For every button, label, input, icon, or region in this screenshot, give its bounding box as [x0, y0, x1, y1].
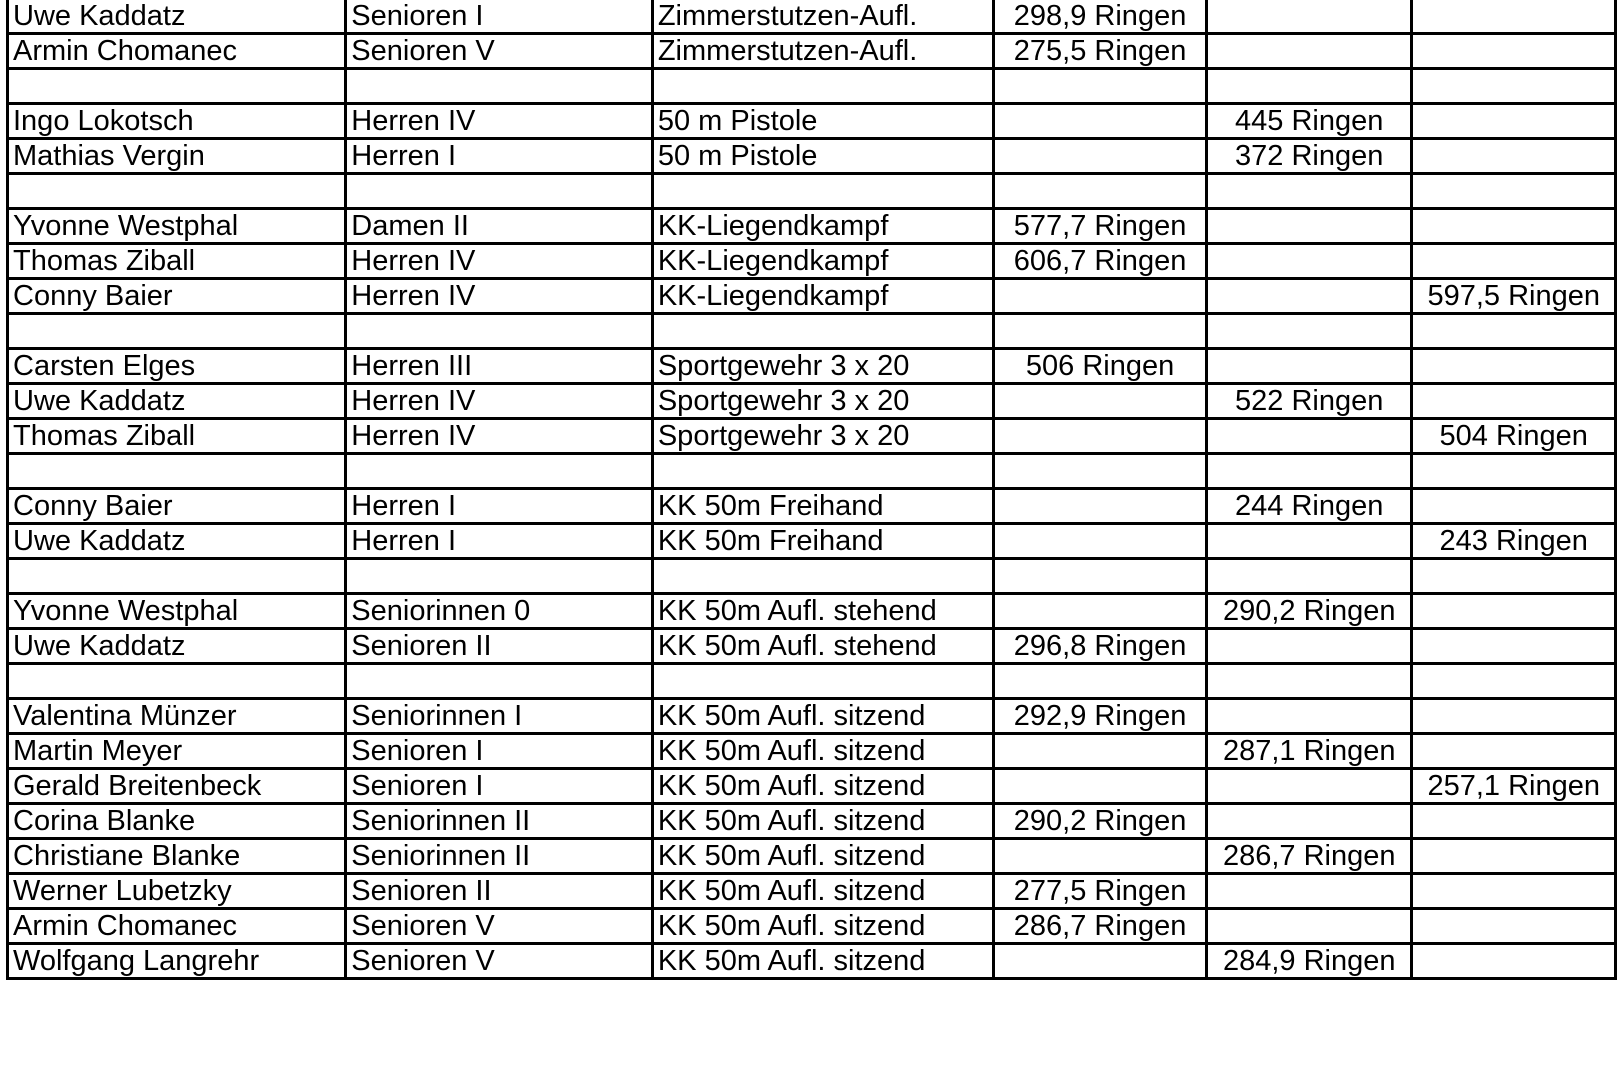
result-col-3-cell: 597,5 Ringen	[1412, 279, 1616, 314]
result-col-1-cell: 506 Ringen	[994, 349, 1207, 384]
spacer-row	[8, 664, 1616, 699]
result-col-2-cell: 445 Ringen	[1207, 104, 1412, 139]
result-col-2-cell	[1207, 699, 1412, 734]
result-col-2-cell: 244 Ringen	[1207, 489, 1412, 524]
discipline-cell: KK 50m Aufl. stehend	[652, 594, 993, 629]
table-row	[8, 874, 1616, 909]
table-row	[8, 0, 1616, 34]
result-col-3-cell	[1412, 104, 1616, 139]
age-class-cell: Damen II	[346, 209, 653, 244]
shooter-name-cell: Yvonne Westphal	[8, 209, 346, 244]
age-class-cell	[346, 69, 653, 104]
discipline-cell: KK 50m Freihand	[652, 489, 993, 524]
age-class-cell: Herren IV	[346, 244, 653, 279]
shooter-name-cell: Werner Lubetzky	[8, 874, 346, 909]
result-col-1-cell	[994, 524, 1207, 559]
discipline-cell: KK-Liegendkampf	[652, 209, 993, 244]
result-col-3-cell	[1412, 244, 1616, 279]
table-row	[8, 734, 1616, 769]
table-row	[8, 524, 1616, 559]
result-col-2-cell	[1207, 314, 1412, 349]
spacer-row	[8, 69, 1616, 104]
result-col-1-cell	[994, 174, 1207, 209]
shooter-name-cell	[8, 664, 346, 699]
result-col-1-cell	[994, 69, 1207, 104]
result-col-1-cell: 298,9 Ringen	[994, 0, 1207, 34]
age-class-cell: Herren IV	[346, 104, 653, 139]
result-col-2-cell	[1207, 454, 1412, 489]
result-col-2-cell	[1207, 909, 1412, 944]
discipline-cell: KK 50m Aufl. sitzend	[652, 699, 993, 734]
result-col-2-cell	[1207, 174, 1412, 209]
shooter-name-cell: Martin Meyer	[8, 734, 346, 769]
result-col-2-cell	[1207, 419, 1412, 454]
table-row	[8, 839, 1616, 874]
age-class-cell: Senioren II	[346, 629, 653, 664]
result-col-1-cell	[994, 664, 1207, 699]
result-col-2-cell	[1207, 349, 1412, 384]
discipline-cell: Sportgewehr 3 x 20	[652, 384, 993, 419]
age-class-cell: Herren I	[346, 524, 653, 559]
shooter-name-cell: Carsten Elges	[8, 349, 346, 384]
discipline-cell	[652, 454, 993, 489]
age-class-cell: Senioren II	[346, 874, 653, 909]
result-col-2-cell	[1207, 629, 1412, 664]
table-row	[8, 944, 1616, 979]
discipline-cell: Zimmerstutzen-Aufl.	[652, 0, 993, 34]
result-col-1-cell	[994, 384, 1207, 419]
table-row	[8, 34, 1616, 69]
table-row	[8, 769, 1616, 804]
result-col-1-cell: 292,9 Ringen	[994, 699, 1207, 734]
result-col-3-cell	[1412, 0, 1616, 34]
age-class-cell: Senioren I	[346, 734, 653, 769]
result-col-1-cell	[994, 104, 1207, 139]
result-col-1-cell	[994, 769, 1207, 804]
shooter-name-cell: Thomas Ziball	[8, 244, 346, 279]
age-class-cell: Senioren V	[346, 944, 653, 979]
result-col-1-cell: 296,8 Ringen	[994, 629, 1207, 664]
table-row	[8, 384, 1616, 419]
shooter-name-cell: Gerald Breitenbeck	[8, 769, 346, 804]
discipline-cell: KK 50m Aufl. sitzend	[652, 769, 993, 804]
shooter-name-cell: Thomas Ziball	[8, 419, 346, 454]
discipline-cell: KK 50m Aufl. sitzend	[652, 734, 993, 769]
discipline-cell: Zimmerstutzen-Aufl.	[652, 34, 993, 69]
result-col-3-cell	[1412, 559, 1616, 594]
result-col-2-cell: 287,1 Ringen	[1207, 734, 1412, 769]
result-col-2-cell	[1207, 279, 1412, 314]
shooter-name-cell	[8, 454, 346, 489]
table-row	[8, 804, 1616, 839]
result-col-2-cell: 284,9 Ringen	[1207, 944, 1412, 979]
shooter-name-cell: Uwe Kaddatz	[8, 629, 346, 664]
discipline-cell: KK-Liegendkampf	[652, 244, 993, 279]
result-col-1-cell: 606,7 Ringen	[994, 244, 1207, 279]
result-col-2-cell: 522 Ringen	[1207, 384, 1412, 419]
results-table-body	[8, 0, 1616, 979]
shooter-name-cell: Armin Chomanec	[8, 909, 346, 944]
result-col-3-cell	[1412, 909, 1616, 944]
result-col-3-cell: 504 Ringen	[1412, 419, 1616, 454]
result-col-3-cell	[1412, 804, 1616, 839]
discipline-cell: KK-Liegendkampf	[652, 279, 993, 314]
table-row	[8, 104, 1616, 139]
discipline-cell: 50 m Pistole	[652, 104, 993, 139]
table-row	[8, 699, 1616, 734]
shooter-name-cell: Conny Baier	[8, 279, 346, 314]
discipline-cell: KK 50m Aufl. sitzend	[652, 909, 993, 944]
result-col-2-cell	[1207, 209, 1412, 244]
table-row	[8, 629, 1616, 664]
shooter-name-cell: Valentina Münzer	[8, 699, 346, 734]
table-row	[8, 419, 1616, 454]
result-col-2-cell	[1207, 244, 1412, 279]
age-class-cell: Seniorinnen II	[346, 804, 653, 839]
result-col-2-cell	[1207, 559, 1412, 594]
result-col-2-cell	[1207, 524, 1412, 559]
discipline-cell: Sportgewehr 3 x 20	[652, 349, 993, 384]
result-col-1-cell: 577,7 Ringen	[994, 209, 1207, 244]
table-row	[8, 489, 1616, 524]
shooter-name-cell	[8, 559, 346, 594]
result-col-3-cell	[1412, 34, 1616, 69]
result-col-3-cell	[1412, 69, 1616, 104]
age-class-cell: Herren I	[346, 139, 653, 174]
result-col-3-cell	[1412, 839, 1616, 874]
discipline-cell: KK 50m Aufl. sitzend	[652, 874, 993, 909]
age-class-cell: Seniorinnen I	[346, 699, 653, 734]
table-row	[8, 279, 1616, 314]
result-col-1-cell	[994, 454, 1207, 489]
shooter-name-cell: Mathias Vergin	[8, 139, 346, 174]
table-row	[8, 139, 1616, 174]
result-col-3-cell	[1412, 384, 1616, 419]
discipline-cell	[652, 69, 993, 104]
shooter-name-cell: Ingo Lokotsch	[8, 104, 346, 139]
table-row	[8, 909, 1616, 944]
result-col-1-cell: 277,5 Ringen	[994, 874, 1207, 909]
result-col-2-cell: 290,2 Ringen	[1207, 594, 1412, 629]
shooter-name-cell: Uwe Kaddatz	[8, 384, 346, 419]
age-class-cell: Herren I	[346, 489, 653, 524]
age-class-cell	[346, 314, 653, 349]
result-col-3-cell	[1412, 699, 1616, 734]
result-col-1-cell	[994, 419, 1207, 454]
result-col-1-cell: 290,2 Ringen	[994, 804, 1207, 839]
result-col-3-cell	[1412, 489, 1616, 524]
result-col-1-cell	[994, 139, 1207, 174]
result-col-3-cell	[1412, 664, 1616, 699]
age-class-cell: Herren IV	[346, 419, 653, 454]
discipline-cell: KK 50m Aufl. stehend	[652, 629, 993, 664]
age-class-cell: Senioren V	[346, 909, 653, 944]
result-col-3-cell	[1412, 594, 1616, 629]
spacer-row	[8, 454, 1616, 489]
result-col-2-cell	[1207, 34, 1412, 69]
result-col-2-cell	[1207, 769, 1412, 804]
discipline-cell: 50 m Pistole	[652, 139, 993, 174]
result-col-2-cell	[1207, 664, 1412, 699]
age-class-cell	[346, 174, 653, 209]
table-row	[8, 349, 1616, 384]
result-col-1-cell	[994, 944, 1207, 979]
shooter-name-cell	[8, 314, 346, 349]
age-class-cell	[346, 664, 653, 699]
age-class-cell: Seniorinnen 0	[346, 594, 653, 629]
discipline-cell: KK 50m Aufl. sitzend	[652, 944, 993, 979]
discipline-cell	[652, 559, 993, 594]
result-col-1-cell	[994, 314, 1207, 349]
result-col-2-cell	[1207, 69, 1412, 104]
result-col-1-cell	[994, 594, 1207, 629]
shooter-name-cell	[8, 69, 346, 104]
age-class-cell: Senioren V	[346, 34, 653, 69]
result-col-3-cell	[1412, 314, 1616, 349]
age-class-cell	[346, 454, 653, 489]
shooter-name-cell: Yvonne Westphal	[8, 594, 346, 629]
result-col-2-cell	[1207, 874, 1412, 909]
discipline-cell: KK 50m Freihand	[652, 524, 993, 559]
result-col-3-cell: 243 Ringen	[1412, 524, 1616, 559]
age-class-cell: Seniorinnen II	[346, 839, 653, 874]
shooter-name-cell: Wolfgang Langrehr	[8, 944, 346, 979]
result-col-2-cell: 372 Ringen	[1207, 139, 1412, 174]
result-col-3-cell	[1412, 454, 1616, 489]
spacer-row	[8, 174, 1616, 209]
result-col-3-cell	[1412, 349, 1616, 384]
discipline-cell	[652, 664, 993, 699]
result-col-1-cell	[994, 839, 1207, 874]
shooter-name-cell: Christiane Blanke	[8, 839, 346, 874]
result-col-1-cell	[994, 559, 1207, 594]
result-col-1-cell	[994, 734, 1207, 769]
discipline-cell	[652, 174, 993, 209]
age-class-cell	[346, 559, 653, 594]
result-col-1-cell	[994, 279, 1207, 314]
age-class-cell: Herren IV	[346, 384, 653, 419]
result-col-2-cell	[1207, 804, 1412, 839]
result-col-3-cell	[1412, 139, 1616, 174]
result-col-2-cell: 286,7 Ringen	[1207, 839, 1412, 874]
shooter-name-cell: Corina Blanke	[8, 804, 346, 839]
result-col-3-cell: 257,1 Ringen	[1412, 769, 1616, 804]
result-col-1-cell	[994, 489, 1207, 524]
table-row	[8, 244, 1616, 279]
discipline-cell: KK 50m Aufl. sitzend	[652, 804, 993, 839]
result-col-1-cell: 275,5 Ringen	[994, 34, 1207, 69]
result-col-1-cell: 286,7 Ringen	[994, 909, 1207, 944]
result-col-3-cell	[1412, 734, 1616, 769]
table-row	[8, 209, 1616, 244]
shooter-name-cell	[8, 174, 346, 209]
shooter-name-cell: Conny Baier	[8, 489, 346, 524]
result-col-3-cell	[1412, 174, 1616, 209]
spacer-row	[8, 314, 1616, 349]
result-col-3-cell	[1412, 209, 1616, 244]
table-row	[8, 594, 1616, 629]
result-col-3-cell	[1412, 874, 1616, 909]
shooter-name-cell: Uwe Kaddatz	[8, 524, 346, 559]
age-class-cell: Herren III	[346, 349, 653, 384]
result-col-3-cell	[1412, 944, 1616, 979]
discipline-cell: KK 50m Aufl. sitzend	[652, 839, 993, 874]
shooter-name-cell: Armin Chomanec	[8, 34, 346, 69]
discipline-cell: Sportgewehr 3 x 20	[652, 419, 993, 454]
age-class-cell: Herren IV	[346, 279, 653, 314]
result-col-2-cell	[1207, 0, 1412, 34]
shooter-name-cell: Uwe Kaddatz	[8, 0, 346, 34]
results-table	[6, 0, 1617, 980]
discipline-cell	[652, 314, 993, 349]
age-class-cell: Senioren I	[346, 769, 653, 804]
age-class-cell: Senioren I	[346, 0, 653, 34]
result-col-3-cell	[1412, 629, 1616, 664]
spacer-row	[8, 559, 1616, 594]
